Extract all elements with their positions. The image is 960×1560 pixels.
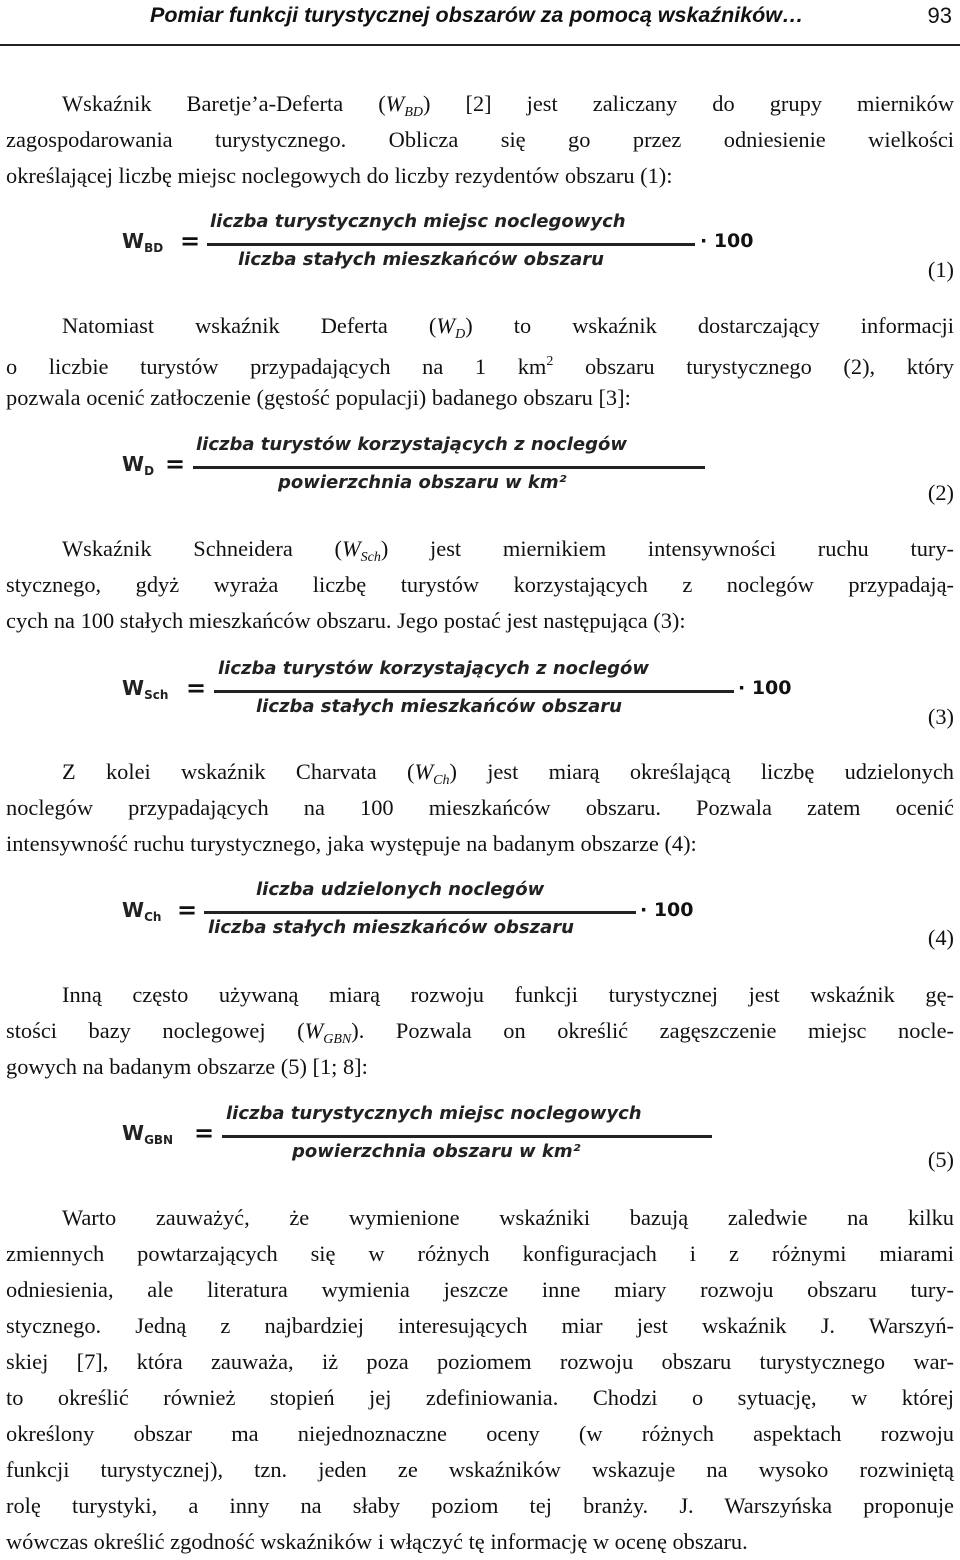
text-line: zmiennych powtarzających się w różnych konfiguracjach i z różnymi miarami xyxy=(6,1241,954,1266)
text-line: rolę turystyki, a inny na słaby poziom tej branży. J. Warszyńska proponuje xyxy=(6,1493,954,1518)
fraction-bar xyxy=(193,466,705,469)
text-line: funkcji turystycznej), tzn. jeden ze wskaźników wskazuje na wysoko rozwiniętą xyxy=(6,1457,954,1482)
text-line: skiej [7], która zauważa, iż poza poziomem rozwoju obszaru turystycznego war- xyxy=(6,1349,954,1374)
equation-number: (5) xyxy=(927,1147,954,1172)
paragraph-4 xyxy=(6,754,954,862)
text-line: określającej liczbę miejsc noclegowych do liczby rezydentów obszaru (1): xyxy=(6,163,673,188)
text-line: gowych na badanym obszarze (5) [1; 8]: xyxy=(6,1054,368,1079)
formula-symbol: $W_{GBN}$ xyxy=(122,1121,174,1147)
formula-denominator: powierzchnia obszaru w km² xyxy=(278,472,567,493)
formula-denominator: powierzchnia obszaru w km² xyxy=(292,1141,581,1162)
equals-sign: = xyxy=(186,674,207,702)
text-line: wówczas określić zgodność wskaźników i włączyć tę informację w ocenę obszaru. xyxy=(6,1529,748,1554)
formula-numerator: liczba udzielonych noclegów xyxy=(256,879,545,900)
fraction-bar xyxy=(204,911,636,914)
formula-denominator: liczba stałych mieszkańców obszaru xyxy=(256,696,622,717)
text-line: stości bazy noclegowej $(W_{GBN})$. Pozwala on określić zagęszczenie miejsc nocle- xyxy=(6,1018,954,1047)
formula-3 xyxy=(0,652,960,742)
paragraph-2 xyxy=(6,308,954,416)
equals-sign: = xyxy=(194,1119,215,1147)
equation-number: (4) xyxy=(927,925,954,950)
paragraph-6 xyxy=(6,1200,954,1560)
text-line: to określić również stopień jej zdefiniowania. Chodzi o sytuację, w której xyxy=(6,1385,954,1410)
fraction-bar xyxy=(214,690,734,693)
text-line: o liczbie turystów przypadających na 1 $km^2$ obszaru turystycznego (2), który xyxy=(6,354,954,379)
equation-number: (2) xyxy=(927,480,954,505)
equation-number: (1) xyxy=(927,257,954,282)
formula-numerator: liczba turystycznych miejsc noclegowych xyxy=(210,211,626,232)
formula-4 xyxy=(0,873,960,963)
formula-1 xyxy=(0,205,960,295)
formula-symbol: $W_D$ xyxy=(122,452,155,478)
formula-2 xyxy=(0,428,960,518)
fraction-bar xyxy=(207,243,695,246)
text-line: Z kolei wskaźnik Charvata $(W_{Ch})$ jest miarą określającą liczbę udzielonych xyxy=(62,759,954,788)
formula-symbol: $W_{Ch}$ xyxy=(122,898,162,924)
text-line: cych na 100 stałych mieszkańców obszaru. Jego postać jest następująca (3): xyxy=(6,608,686,633)
formula-multiplier: · 100 xyxy=(640,899,694,921)
text-line: noclegów przypadających na 100 mieszkańców obszaru. Pozwala zatem ocenić xyxy=(6,795,954,820)
paragraph-1 xyxy=(6,86,954,194)
formula-denominator: liczba stałych mieszkańców obszaru xyxy=(238,249,604,270)
formula-symbol: $W_{Sch}$ xyxy=(122,676,169,702)
formula-numerator: liczba turystycznych miejsc noclegowych xyxy=(226,1103,642,1124)
text-line: intensywność ruchu turystycznego, jaka występuje na badanym obszarze (4): xyxy=(6,831,697,856)
formula-multiplier: · 100 xyxy=(738,677,792,699)
text-line: stycznego, gdyż wyraża liczbę turystów korzystających z noclegów przypadają- xyxy=(6,572,954,597)
formula-5 xyxy=(0,1097,960,1187)
running-header xyxy=(0,0,960,46)
text-line: Warto zauważyć, że wymienione wskaźniki bazują zaledwie na kilku xyxy=(62,1205,954,1230)
text-line: Natomiast wskaźnik Deferta $(W_D)$ to wskaźnik dostarczający informacji xyxy=(62,313,955,342)
formula-numerator: liczba turystów korzystających z noclegów xyxy=(196,434,627,455)
text-line: określony obszar ma niejednoznaczne oceny (w różnych aspektach rozwoju xyxy=(6,1421,954,1446)
text-line: pozwala ocenić zatłoczenie (gęstość populacji) badanego obszaru [3]: xyxy=(6,385,631,410)
formula-multiplier: · 100 xyxy=(700,230,754,252)
formula-denominator: liczba stałych mieszkańców obszaru xyxy=(208,917,574,938)
text-line: Wskaźnik Baretje’a-Deferta $(W_{BD})$ [2] jest zaliczany do grupy mierników xyxy=(62,91,955,120)
fraction-bar xyxy=(222,1135,712,1138)
text-line: Inną często używaną miarą rozwoju funkcji turystycznej jest wskaźnik gę- xyxy=(62,982,954,1007)
equation-number: (3) xyxy=(927,704,954,729)
equals-sign: = xyxy=(180,227,201,255)
paragraph-3 xyxy=(6,531,954,639)
running-title: Pomiar funkcji turystycznej obszarów za pomocą wskaźników… xyxy=(150,3,804,27)
equals-sign: = xyxy=(165,450,186,478)
text-line: zagospodarowania turystycznego. Oblicza się go przez odniesienie wielkości xyxy=(6,127,954,152)
text-line: odniesienia, ale literatura wymienia jeszcze inne miary rozwoju obszaru tury- xyxy=(6,1277,954,1302)
text-line: stycznego. Jedną z najbardziej interesujących miar jest wskaźnik J. Warszyń- xyxy=(6,1313,954,1338)
formula-symbol: $W_{BD}$ xyxy=(122,229,164,255)
text-line: Wskaźnik Schneidera $(W_{Sch})$ jest miernikiem intensywności ruchu tury- xyxy=(62,536,954,565)
formula-numerator: liczba turystów korzystających z noclegów xyxy=(218,658,649,679)
equals-sign: = xyxy=(177,896,198,924)
page-number: 93 xyxy=(927,3,952,28)
paragraph-5 xyxy=(6,977,954,1085)
